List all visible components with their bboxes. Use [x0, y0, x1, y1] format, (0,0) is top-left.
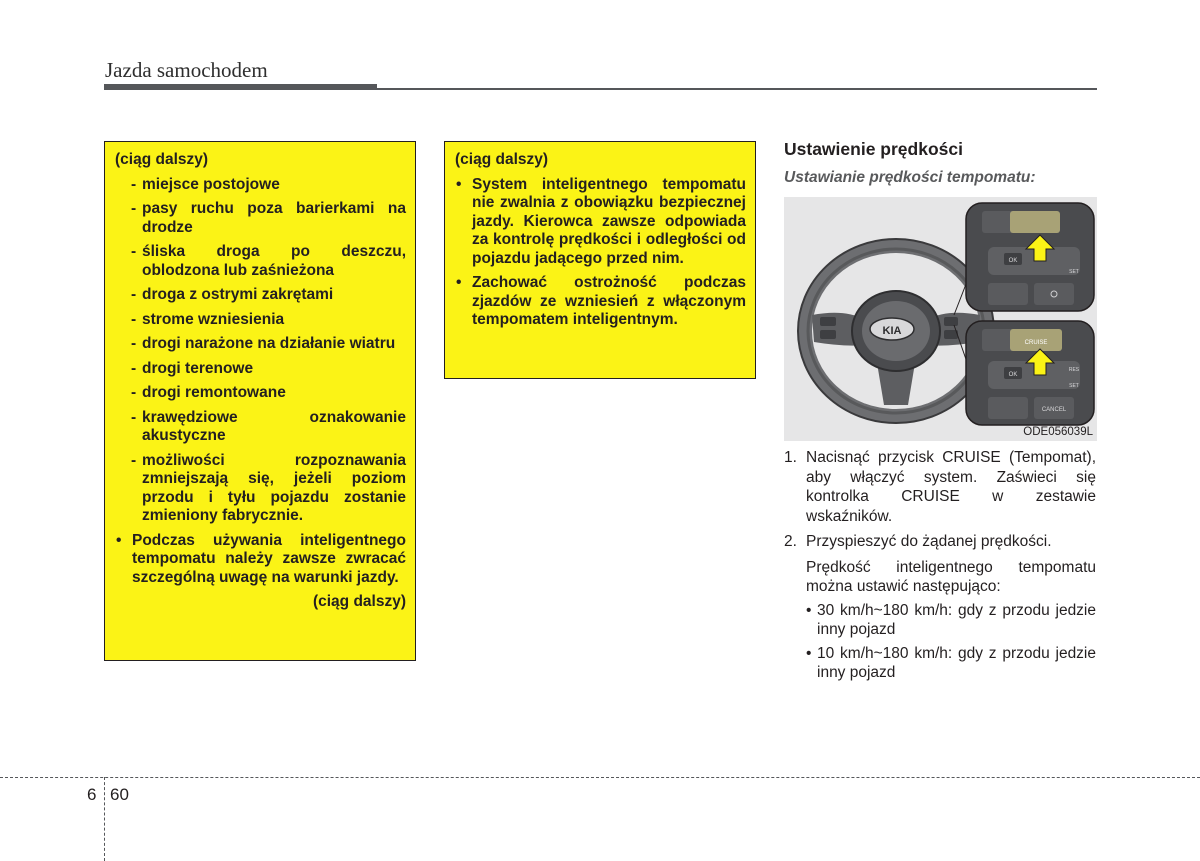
chapter-number: 6: [87, 785, 97, 804]
list-item: - droga z ostrymi zakrętami: [115, 286, 406, 305]
control-panel-upper: [966, 203, 1094, 311]
list-item: - pasy ruchu poza barierkami na drodze: [115, 200, 406, 237]
list-item: - drogi remontowane: [115, 384, 406, 403]
step-number: 2.: [784, 533, 797, 550]
step-text: Nacisnąć przycisk CRUISE (Tempomat), aby włączyć system. Zaświeci się kontrolka CRUISE w zestawie wskaźników.: [806, 449, 1096, 525]
warning-box-middle: [444, 141, 756, 379]
header-rule-thick: [104, 84, 377, 90]
step-item: [784, 532, 1096, 552]
res-button-label: RES: [1068, 367, 1080, 373]
cancel-button-label: CANCEL: [1041, 407, 1067, 413]
list-item: • 10 km/h~180 km/h: gdy z przodu jedzie inny pojazd: [806, 644, 1096, 683]
list-item: - miejsce postojowe: [115, 176, 406, 195]
warning-dash-list: [115, 176, 406, 526]
list-item: - drogi narażone na działanie wiatru: [115, 335, 406, 354]
page-header-title: Jazda samochodem: [105, 58, 268, 82]
list-item: - krawędziowe oznakowanie akustyczne: [115, 409, 406, 446]
set-button-label-lower: SET: [1069, 383, 1079, 389]
instruction-steps: [784, 448, 1096, 687]
warning-bullet-list: [455, 176, 746, 330]
kia-logo-text: KIA: [882, 325, 902, 337]
ok-button-label-lower: OK: [1008, 372, 1018, 378]
list-item: • System inteligentnego tempomatu nie zwalnia z obowiązku bezpiecznej jazdy. Kierowca zawsze odpowiada za kontrolę prędkości i odległości od pojazdu jadącego przed nim.: [455, 176, 746, 269]
ok-button-label: OK: [1008, 258, 1018, 264]
footer-divider: [0, 777, 1200, 778]
step-note: Prędkość inteligentnego tempomatu można ustawić następująco:: [806, 558, 1096, 595]
page-number: 60: [110, 785, 129, 804]
control-panel-lower: [966, 321, 1094, 425]
list-item: - śliska droga po deszczu, oblodzona lub zaśnieżona: [115, 243, 406, 280]
section-title: Ustawienie prędkości: [784, 139, 963, 159]
cruise-button-label: CRUISE: [1024, 340, 1048, 346]
continued-label-bottom: (ciąg dalszy): [312, 593, 406, 610]
speed-range-list: [806, 601, 1096, 683]
step-item: [784, 448, 1096, 526]
footer-vertical-divider: [104, 777, 105, 861]
step-text: Przyspieszyć do żądanej prędkości.: [806, 533, 1052, 550]
header-rule-thin: [377, 88, 1097, 90]
set-button-label: SET: [1069, 269, 1079, 275]
list-item: • 30 km/h~180 km/h: gdy z przodu jedzie inny pojazd: [806, 601, 1096, 640]
continued-label-top: (ciąg dalszy): [115, 151, 209, 168]
list-item: • Podczas używania inteligentnego tempomatu należy zawsze zwracać szczególną uwagę na warunki jazdy.: [115, 532, 406, 588]
warning-bullet-list: [115, 532, 406, 588]
section-subtitle: Ustawianie prędkości tempomatu:: [784, 169, 1036, 186]
list-item: - drogi terenowe: [115, 360, 406, 379]
continued-label-top: (ciąg dalszy): [455, 151, 549, 168]
list-item: - możliwości rozpoznawania zmniejszają się, jeżeli poziom przodu i tyłu pojazdu zostanie zmieniony fabrycznie.: [115, 452, 406, 526]
figure-code: ODE056039L: [1023, 426, 1093, 438]
steering-wheel-figure: [784, 197, 1097, 441]
steering-wheel-illustration: [784, 197, 1097, 441]
warning-box-left: [104, 141, 416, 661]
list-item: - strome wzniesienia: [115, 311, 406, 330]
list-item: • Zachować ostrożność podczas zjazdów ze wzniesień z włączonym tempomatem inteligentnym.: [455, 274, 746, 330]
step-number: 1.: [784, 449, 797, 466]
